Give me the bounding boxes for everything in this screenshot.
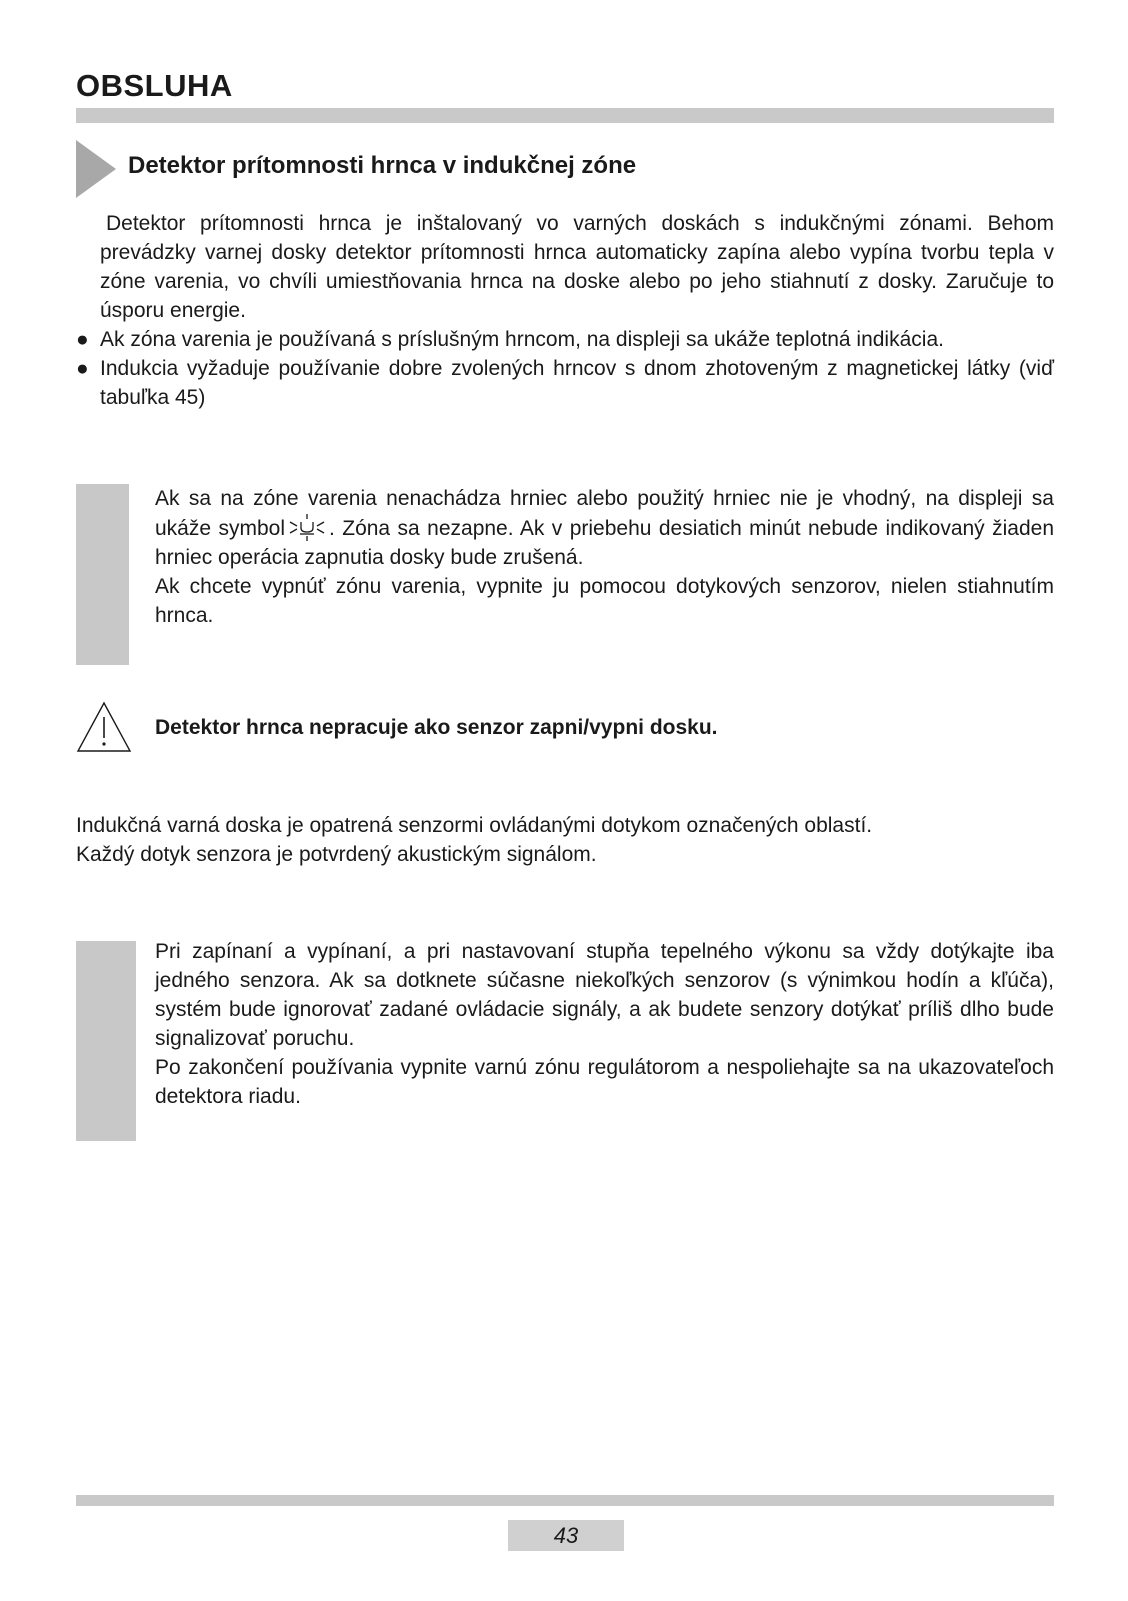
note-text: Ak sa na zóne varenia nenachádza hrniec alebo použitý hrniec nie je vhodný, na displeji sa ukáže symbol <box>155 487 1054 540</box>
sensor-line: Každý dotyk senzora je potvrdený akustickým signálom. <box>76 843 597 866</box>
page-title: OBSLUHA <box>76 68 233 103</box>
note-box <box>155 937 1054 1111</box>
note-paragraph <box>155 484 1054 572</box>
warning-text: Detektor hrnca nepracuje ako senzor zapni/vypni dosku. <box>155 716 718 739</box>
sensor-line: Indukčná varná doska je opatrená senzormi ovládanými dotykom označených oblastí. <box>76 814 873 837</box>
warning-triangle-icon <box>76 700 132 754</box>
bullet-icon: ● <box>76 357 89 380</box>
note-paragraph: Ak chcete vypnúť zónu varenia, vypnite ju pomocou dotykových senzorov, nielen stiahnutím hrnca. <box>155 575 1054 627</box>
section-heading: Detektor prítomnosti hrnca v indukčnej zóne <box>128 152 637 179</box>
note-sidebar <box>76 484 129 665</box>
bullet-text: Ak zóna varenia je používaná s príslušným hrncom, na displeji sa ukáže teplotná indikácia. <box>100 328 944 351</box>
list-item <box>76 354 1054 412</box>
pot-absent-symbol-icon <box>285 513 329 542</box>
note-text: . Zóna sa nezapne. Ak v priebehu desiatich minút nebude indikovaný žiaden hrniec operácia zapnutia dosky bude zrušená. <box>155 517 1054 569</box>
section-arrow-icon <box>76 140 116 198</box>
title-rule <box>76 108 1054 123</box>
note-paragraph: Po zakončení používania vypnite varnú zónu regulátorom a nespoliehajte sa na ukazovateľoch detektora riadu. <box>155 1056 1054 1108</box>
list-item <box>76 325 1054 354</box>
note-paragraph: Pri zapínaní a vypínaní, a pri nastavovaní stupňa tepelného výkonu sa vždy dotýkajte iba jedného senzora. Ak sa dotknete súčasne niekoľkých senzorov (s výnimkou hodín a kľúča), systém bude ignorovať zadané ovládacie signály, a ak budete senzory dotýkať príliš dlho bude signalizovať poruchu. <box>155 940 1054 1050</box>
sensor-info <box>76 811 1054 869</box>
bullet-list <box>76 325 1054 412</box>
intro-paragraph: Detektor prítomnosti hrnca je inštalovaný vo varných doskách s indukčnými zónami. Behom prevádzky varnej dosky detektor prítomnosti hrnca automaticky zapína alebo vypína tvorbu tepla v zóne varenia, vo chvíli umiestňovania hrnca na doske alebo po jeho stiahnutí z dosky. Zaručuje to úsporu energie. <box>100 212 1054 322</box>
note-sidebar <box>76 941 136 1141</box>
footer-rule <box>76 1495 1054 1506</box>
bullet-icon: ● <box>76 328 89 351</box>
page-number: 43 <box>508 1520 624 1551</box>
bullet-text: Indukcia vyžaduje používanie dobre zvolených hrncov s dnom zhotoveným z magnetickej látky (viď tabuľka 45) <box>100 357 1054 409</box>
note-box <box>155 484 1054 630</box>
